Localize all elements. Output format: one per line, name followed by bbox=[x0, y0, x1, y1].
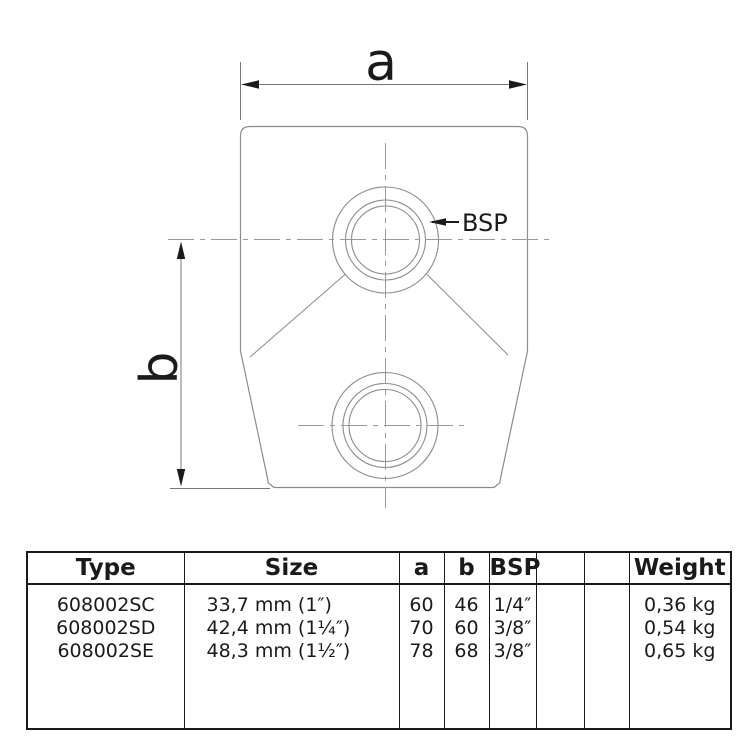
cell-weight: 0,36 kg bbox=[629, 584, 731, 616]
dim-a-arrow-right bbox=[509, 80, 527, 88]
cell-bsp: 1/4″ bbox=[489, 584, 536, 616]
table-header-row bbox=[27, 552, 731, 584]
shoulder-line-right bbox=[427, 275, 508, 356]
cell-spacer-1 bbox=[536, 616, 584, 639]
fitting-body-outline bbox=[241, 127, 528, 488]
cell-b: 60 bbox=[444, 616, 489, 639]
filler-cell bbox=[629, 662, 731, 729]
table-row bbox=[27, 584, 731, 616]
cell-bsp: 3/8″ bbox=[489, 616, 536, 639]
table-row bbox=[27, 639, 731, 662]
cell-spacer-2 bbox=[584, 616, 629, 639]
filler-cell bbox=[184, 662, 399, 729]
bsp-callout-label: BSP bbox=[462, 209, 508, 237]
header-spacer-2 bbox=[584, 552, 629, 584]
filler-cell bbox=[444, 662, 489, 729]
dim-b-label: b bbox=[130, 351, 190, 385]
header-type: Type bbox=[27, 552, 184, 584]
cell-type: 608002SC bbox=[27, 584, 184, 616]
cell-type: 608002SE bbox=[27, 639, 184, 662]
cell-spacer-2 bbox=[584, 584, 629, 616]
cell-weight: 0,65 kg bbox=[629, 639, 731, 662]
filler-cell bbox=[536, 662, 584, 729]
cell-size: 42,4 mm (1¼″) bbox=[184, 616, 399, 639]
table-filler-row bbox=[27, 662, 731, 729]
header-a: a bbox=[399, 552, 444, 584]
bsp-arrowhead bbox=[429, 218, 446, 225]
cell-a: 70 bbox=[399, 616, 444, 639]
filler-cell bbox=[584, 662, 629, 729]
header-size: Size bbox=[184, 552, 399, 584]
cell-spacer-1 bbox=[536, 584, 584, 616]
spec-table-container bbox=[26, 551, 732, 730]
cell-size: 33,7 mm (1″) bbox=[184, 584, 399, 616]
header-b: b bbox=[444, 552, 489, 584]
dim-a-arrow-left bbox=[241, 80, 259, 88]
cell-b: 68 bbox=[444, 639, 489, 662]
cell-weight: 0,54 kg bbox=[629, 616, 731, 639]
dim-b-arrow-bottom bbox=[177, 469, 185, 487]
dim-b-arrow-top bbox=[177, 242, 185, 260]
spec-table bbox=[26, 551, 732, 730]
header-weight: Weight bbox=[629, 552, 731, 584]
dim-a-label: a bbox=[365, 33, 397, 93]
table-row bbox=[27, 616, 731, 639]
cell-a: 60 bbox=[399, 584, 444, 616]
cell-type: 608002SD bbox=[27, 616, 184, 639]
cell-bsp: 3/8″ bbox=[489, 639, 536, 662]
centerlines bbox=[168, 143, 551, 508]
filler-cell bbox=[489, 662, 536, 729]
cell-spacer-1 bbox=[536, 639, 584, 662]
cell-b: 46 bbox=[444, 584, 489, 616]
shoulder-line-left bbox=[250, 275, 345, 358]
header-bsp: BSP bbox=[489, 552, 536, 584]
header-spacer-1 bbox=[536, 552, 584, 584]
cell-spacer-2 bbox=[584, 639, 629, 662]
filler-cell bbox=[399, 662, 444, 729]
cell-a: 78 bbox=[399, 639, 444, 662]
filler-cell bbox=[27, 662, 184, 729]
cell-size: 48,3 mm (1½″) bbox=[184, 639, 399, 662]
